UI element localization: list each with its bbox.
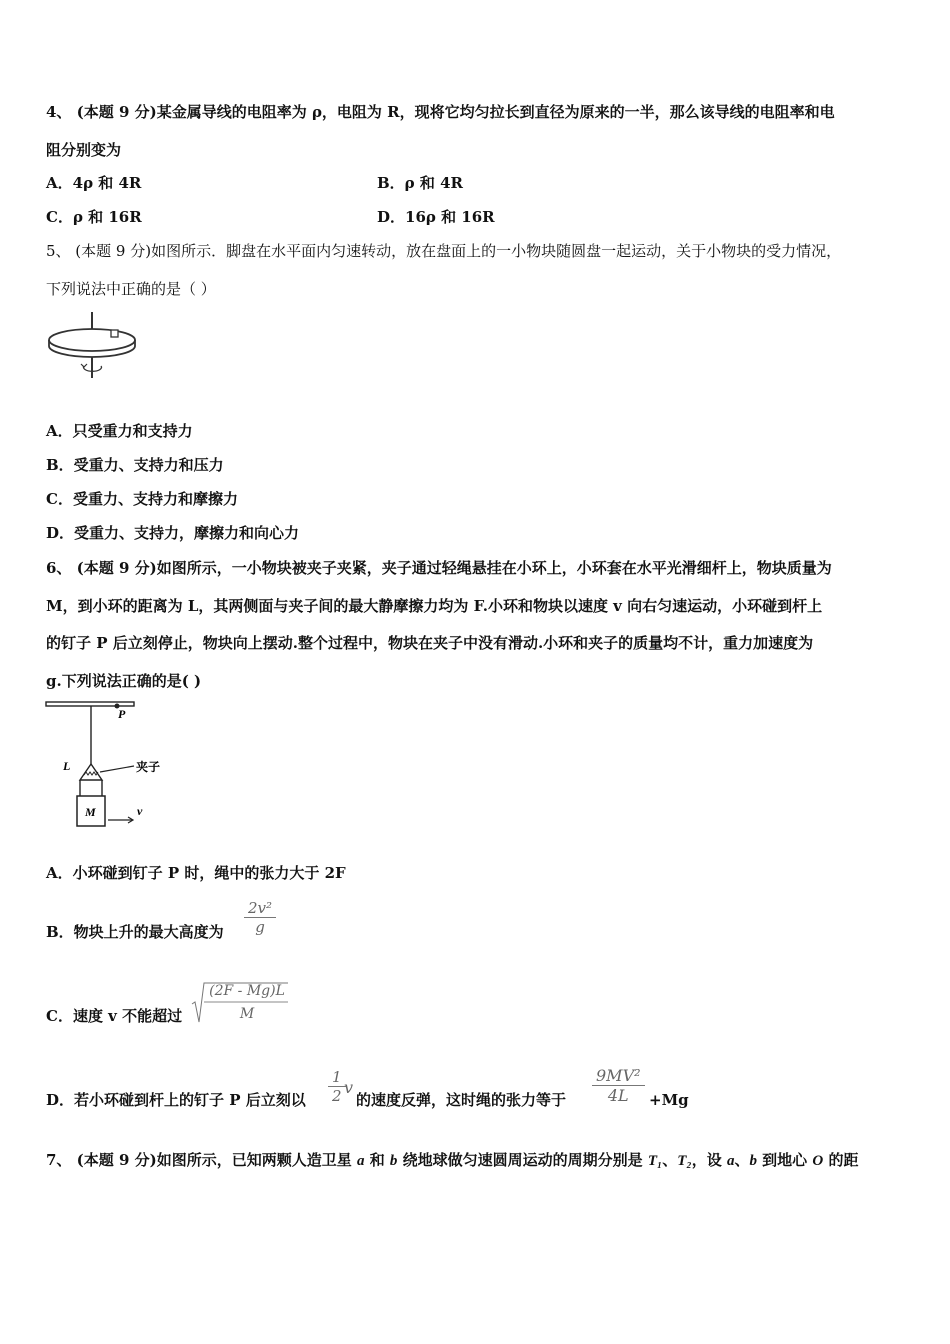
q4-option-a: A．4ρ 和 4R <box>46 174 142 192</box>
q6-option-c-text: C．速度 v 不能超过 <box>46 1007 183 1025</box>
fraction-2v2-over-g <box>244 899 276 936</box>
q7-text-and: 和 <box>364 1151 390 1169</box>
fraction-numerator: 2v² <box>244 899 276 918</box>
var-o: O <box>812 1153 824 1169</box>
half-denominator: 2 <box>332 1087 342 1105</box>
sqrt-denominator: M <box>239 1006 255 1022</box>
q7-text-4: 到地心 <box>756 1151 813 1169</box>
q7-text-2: 绕地球做匀速圆周运动的周期分别是 <box>397 1151 648 1169</box>
q7-text-3: ，设 <box>691 1151 727 1169</box>
q5-option-a: A．只受重力和支持力 <box>46 422 193 440</box>
q6-stem-line4: g.下列说法正确的是( ) <box>46 672 202 690</box>
q5-option-c: C．受重力、支持力和摩擦力 <box>46 490 238 508</box>
q4-option-b: B．ρ 和 4R <box>377 174 464 192</box>
q6-option-b <box>46 922 224 942</box>
label-p: P <box>118 707 126 721</box>
tension-denominator: 4L <box>607 1086 629 1105</box>
label-clip: 夹子 <box>136 760 161 774</box>
q6-option-d-part2: 的速度反弹，这时绳的张力等于 <box>356 1091 567 1109</box>
var-t2: T₂ <box>677 1153 692 1169</box>
pendulum-clip-figure <box>44 698 174 834</box>
q7-text-1: 7、 (本题 9 分)如图所示，已知两颗人造卫星 <box>46 1151 357 1169</box>
q5-stem-line1: 5、 (本题 9 分)如图所示．脚盘在水平面内匀速转动，放在盘面上的一小物块随圆盘一起运动，关于小物块的受力情况， <box>46 242 842 260</box>
label-v: v <box>137 804 143 818</box>
tension-numerator: 9MV² <box>592 1066 645 1086</box>
q4-option-d: D．16ρ 和 16R <box>377 208 495 226</box>
var-a2: a <box>726 1153 735 1169</box>
var-b2: b <box>749 1153 757 1169</box>
var-t1: T₁ <box>647 1153 663 1169</box>
var-b: b <box>389 1153 398 1169</box>
label-l: L <box>63 759 71 773</box>
q7-sep: 、 <box>662 1151 678 1169</box>
q5-stem-line2: 下列说法中正确的是（ ） <box>46 280 216 298</box>
q5-option-b: B．受重力、支持力和压力 <box>46 456 224 474</box>
q7-sep2: 、 <box>734 1151 750 1169</box>
sqrt-numerator: (2F - Mg)L <box>209 983 285 999</box>
q5-option-d: D．受重力、支持力，摩擦力和向心力 <box>46 524 300 542</box>
fraction-one-half <box>328 1068 346 1105</box>
half-numerator: 1 <box>328 1068 346 1087</box>
var-a: a <box>356 1153 365 1169</box>
q6-stem-line3: 的钉子 P 后立刻停止，物块向上摆动.整个过程中，物块在夹子中没有滑动.小环和夹子的质量均不计，重力加速度为 <box>46 634 814 652</box>
q6-option-d-part1: D．若小环碰到杆上的钉子 P 后立刻以 <box>46 1091 306 1109</box>
q6-option-a: A．小环碰到钉子 P 时，绳中的张力大于 2F <box>46 864 346 882</box>
q6-option-b-text: B．物块上升的最大高度为 <box>46 923 224 941</box>
fraction-9mv2-over-4l <box>592 1066 645 1105</box>
q7-text-5: 的距 <box>823 1151 859 1169</box>
q4-option-c: C．ρ 和 16R <box>46 208 142 226</box>
q6-option-d-tail: +Mg <box>649 1091 689 1109</box>
q4-stem-line1: 4、 (本题 9 分)某金属导线的电阻率为 ρ，电阻为 R，现将它均匀拉长到直径为原来的一半，那么该导线的电阻率和电 <box>46 103 835 121</box>
q6-option-c <box>46 1006 182 1026</box>
rotating-disk-figure <box>44 310 140 382</box>
q6-stem-line1: 6、 (本题 9 分)如图所示，一小物块被夹子夹紧，夹子通过轻绳悬挂在小环上，小环套在水平光滑细杆上，物块质量为 <box>46 559 832 577</box>
q7-stem-line1 <box>46 1150 858 1171</box>
label-m: M <box>85 805 96 819</box>
q6-stem-line2: M，到小环的距离为 L，其两侧面与夹子间的最大静摩擦力均为 F.小环和物块以速度 v 向右匀速运动，小环碰到杆上 <box>46 597 823 615</box>
fraction-denominator: g <box>255 918 265 936</box>
velocity-var: v <box>344 1078 354 1097</box>
q4-stem-line2: 阻分别变为 <box>46 141 122 159</box>
